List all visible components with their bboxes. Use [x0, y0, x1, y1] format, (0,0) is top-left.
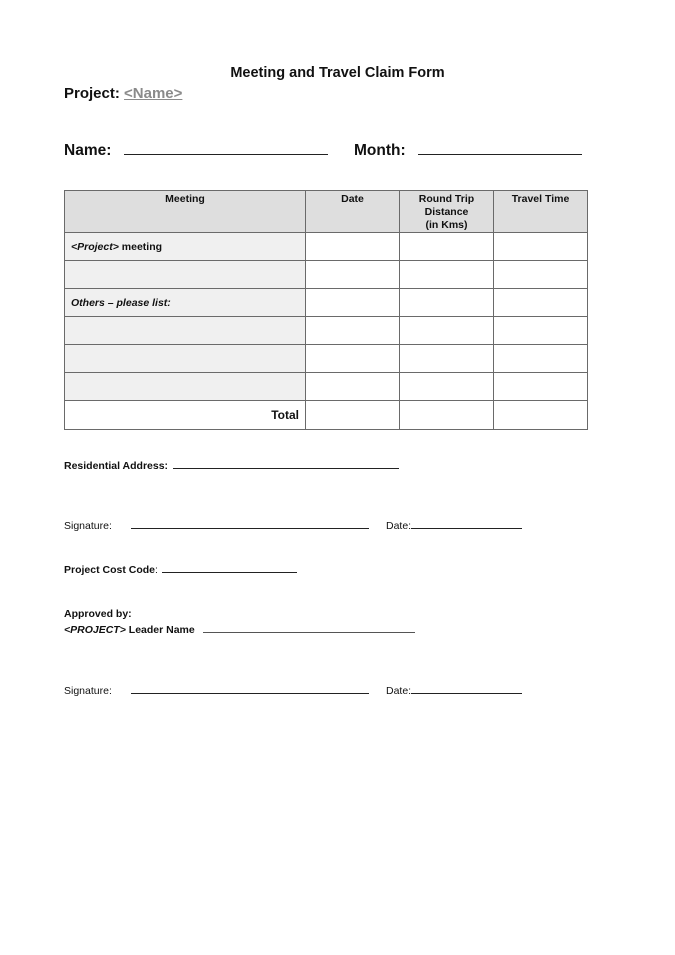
approved-by-label: Approved by:	[64, 608, 132, 620]
name-line	[64, 142, 328, 160]
date-line-2	[386, 684, 522, 697]
travel-time-cell[interactable]	[494, 345, 588, 373]
distance-cell[interactable]	[400, 233, 494, 261]
table-row	[65, 373, 588, 401]
meeting-suffix: meeting	[118, 240, 163, 253]
date-line-1	[386, 519, 522, 532]
table-row	[65, 345, 588, 373]
signature-label: Signature:	[64, 685, 112, 697]
travel-time-cell[interactable]	[494, 289, 588, 317]
total-date-cell[interactable]	[306, 401, 400, 430]
total-label: Total	[65, 401, 306, 430]
date-label: Date:	[386, 520, 412, 532]
cost-code-colon: :	[155, 564, 158, 576]
month-line	[354, 142, 582, 160]
signature-line-2	[64, 684, 369, 697]
residential-address-label: Residential Address:	[64, 460, 169, 472]
signature-label: Signature:	[64, 520, 112, 532]
leader-name-field[interactable]	[203, 623, 415, 633]
signature-field[interactable]	[131, 684, 369, 694]
name-label: Name:	[64, 142, 112, 159]
distance-cell[interactable]	[400, 289, 494, 317]
month-field[interactable]	[418, 144, 582, 155]
table-header-row	[65, 191, 588, 233]
table-row	[65, 261, 588, 289]
cost-code-field[interactable]	[162, 563, 297, 573]
date-cell[interactable]	[306, 261, 400, 289]
total-distance-cell[interactable]	[400, 401, 494, 430]
distance-cell[interactable]	[400, 317, 494, 345]
date-field[interactable]	[411, 684, 522, 694]
cost-code-line	[64, 563, 297, 576]
residential-address-field[interactable]	[173, 459, 399, 469]
claim-table	[64, 190, 588, 430]
meeting-cell[interactable]	[65, 373, 306, 401]
date-cell[interactable]	[306, 373, 400, 401]
date-cell[interactable]	[306, 345, 400, 373]
form-title: Meeting and Travel Claim Form	[230, 65, 445, 81]
leader-name-label: Leader Name	[125, 624, 195, 636]
project-label: Project:	[64, 85, 120, 102]
distance-cell[interactable]	[400, 261, 494, 289]
date-cell[interactable]	[306, 289, 400, 317]
meeting-cell[interactable]	[65, 261, 306, 289]
others-label: Others – please list:	[71, 296, 171, 309]
header-date: Date	[306, 191, 400, 233]
leader-project-tag: <PROJECT>	[64, 624, 126, 636]
header-distance-line2: Distance	[424, 206, 469, 218]
date-field[interactable]	[411, 519, 522, 529]
signature-field[interactable]	[131, 519, 369, 529]
travel-time-cell[interactable]	[494, 317, 588, 345]
table-row	[65, 233, 588, 261]
total-travel-time-cell[interactable]	[494, 401, 588, 430]
meeting-cell-others[interactable]	[65, 289, 306, 317]
date-cell[interactable]	[306, 317, 400, 345]
total-row	[65, 401, 588, 430]
meeting-cell[interactable]	[65, 317, 306, 345]
month-label: Month:	[354, 142, 406, 159]
date-label: Date:	[386, 685, 412, 697]
meeting-cell[interactable]	[65, 345, 306, 373]
distance-cell[interactable]	[400, 345, 494, 373]
travel-time-cell[interactable]	[494, 261, 588, 289]
header-meeting: Meeting	[65, 191, 306, 233]
cost-code-label: Project Cost Code	[64, 564, 156, 576]
distance-cell[interactable]	[400, 373, 494, 401]
travel-time-cell[interactable]	[494, 233, 588, 261]
header-travel-time: Travel Time	[494, 191, 588, 233]
travel-time-cell[interactable]	[494, 373, 588, 401]
project-tag: <Project>	[71, 240, 119, 253]
name-field[interactable]	[124, 144, 328, 155]
leader-name-line	[64, 623, 415, 636]
project-line	[64, 85, 182, 102]
project-name-placeholder[interactable]: <Name>	[124, 85, 183, 102]
header-distance	[400, 191, 494, 233]
table-row	[65, 317, 588, 345]
residential-address-line	[64, 459, 399, 472]
header-distance-line3: (in Kms)	[425, 219, 468, 231]
header-distance-line1: Round Trip	[418, 193, 475, 205]
table-row	[65, 289, 588, 317]
meeting-cell-project[interactable]	[65, 233, 306, 261]
date-cell[interactable]	[306, 233, 400, 261]
signature-line-1	[64, 519, 369, 532]
